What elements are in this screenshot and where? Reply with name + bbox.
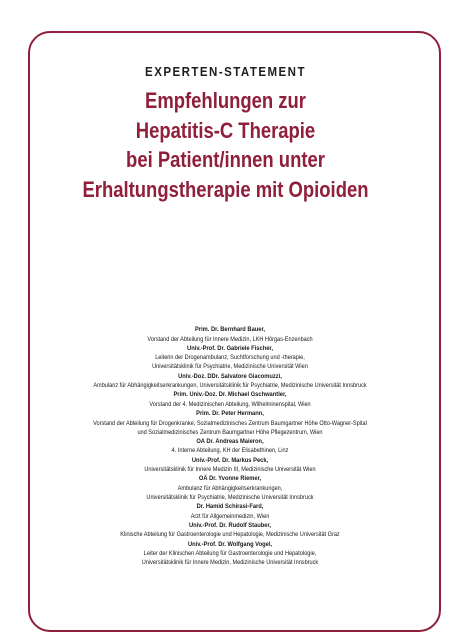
author-name: Univ.-Prof. Dr. Wolfgang Vogel, <box>187 540 273 548</box>
author-affiliation: Universitätsklinik für Psychiatrie, Medizinische Universität Wien <box>152 363 308 371</box>
author-affiliation: Vorstand der Abteilung für Drogenkranke, Sozialmedizinisches Zentrum Baumgartner Höhe Otto-Wagner-Spital <box>93 419 367 427</box>
author-entry <box>40 325 420 344</box>
document-label: EXPERTEN-STATEMENT <box>145 65 306 79</box>
title-line: bei Patient/innen unter <box>126 147 325 172</box>
author-entry <box>40 502 420 521</box>
author-name: Univ.-Prof. Dr. Markus Peck, <box>191 456 269 464</box>
author-affiliation: Leiterin der Drogenambulanz, Suchtforschung und -therapie, <box>155 354 305 362</box>
author-affiliation: Universitätsklinik für Innere Medizin, Medizinische Universität Innsbruck <box>141 559 319 567</box>
author-affiliation: Universitätsklinik für Psychiatrie, Medizinische Universität Innsbruck <box>146 494 314 502</box>
author-name: Univ.-Prof. Dr. Rudolf Stauber, <box>188 521 272 529</box>
author-list <box>40 325 420 568</box>
title-line: Hepatitis-C Therapie <box>135 117 316 143</box>
author-name: Prim. Univ.-Doz. Dr. Michael Gschwantler, <box>173 391 287 399</box>
author-entry <box>40 372 420 391</box>
author-affiliation: Universitätsklinik für Innere Medizin III, Medizinische Universität Wien <box>144 466 316 474</box>
author-name: Univ.-Doz. DDr. Salvatore Giacomuzzi, <box>178 372 282 380</box>
author-name: Dr. Hamid Schirasi-Fard, <box>196 503 264 511</box>
author-entry <box>40 390 420 409</box>
author-name: OÄ Dr. Yvonne Riemer, <box>198 475 262 483</box>
author-entry <box>40 437 420 456</box>
author-affiliation: 4. Interne Abteilung, KH der Elisabethinen, Linz <box>171 447 289 455</box>
author-name: Prim. Dr. Peter Hermann, <box>196 410 264 418</box>
author-name: Prim. Dr. Bernhard Bauer, <box>194 326 266 333</box>
author-affiliation: und Sozialmedizinisches Zentrum Baumgartner Höhe Pflegezentrum, Wien <box>137 428 323 436</box>
author-affiliation: Vorstand der Abteilung für Innere Medizin, LKH Hörgas-Enzenbach <box>147 335 313 343</box>
author-entry <box>40 456 420 475</box>
author-name: Univ.-Prof. Dr. Gabriele Fischer, <box>187 344 273 352</box>
document-title <box>0 86 451 204</box>
author-affiliation: Ambulanz für Abhängigkeitserkrankungen, Universitätsklinik für Psychiatrie, Medizinische Universität Innsbruck <box>93 382 367 390</box>
author-entry <box>40 409 420 437</box>
author-affiliation: Klinische Abteilung für Gastroenterologie und Hepatologie, Medizinische Universität Graz <box>120 531 340 539</box>
author-affiliation: Leiter der Klinischen Abteilung für Gastroenterologie und Hepatologie, <box>143 550 317 558</box>
author-affiliation: Ambulanz für Abhängigkeitserkrankungen, <box>177 484 283 492</box>
author-entry <box>40 344 420 372</box>
author-entry <box>40 540 420 568</box>
title-line: Erhaltungstherapie mit Opioiden <box>82 176 369 202</box>
cover-header <box>0 65 451 204</box>
title-line: Empfehlungen zur <box>145 88 306 113</box>
author-affiliation: Vorstand der 4. Medizinischen Abteilung, Wilhelminenspital, Wien <box>149 400 311 408</box>
author-name: OA Dr. Andreas Maieron, <box>196 437 264 445</box>
author-entry <box>40 474 420 502</box>
author-affiliation: Arzt für Allgemeinmedizin, Wien <box>190 512 270 520</box>
author-entry <box>40 521 420 540</box>
